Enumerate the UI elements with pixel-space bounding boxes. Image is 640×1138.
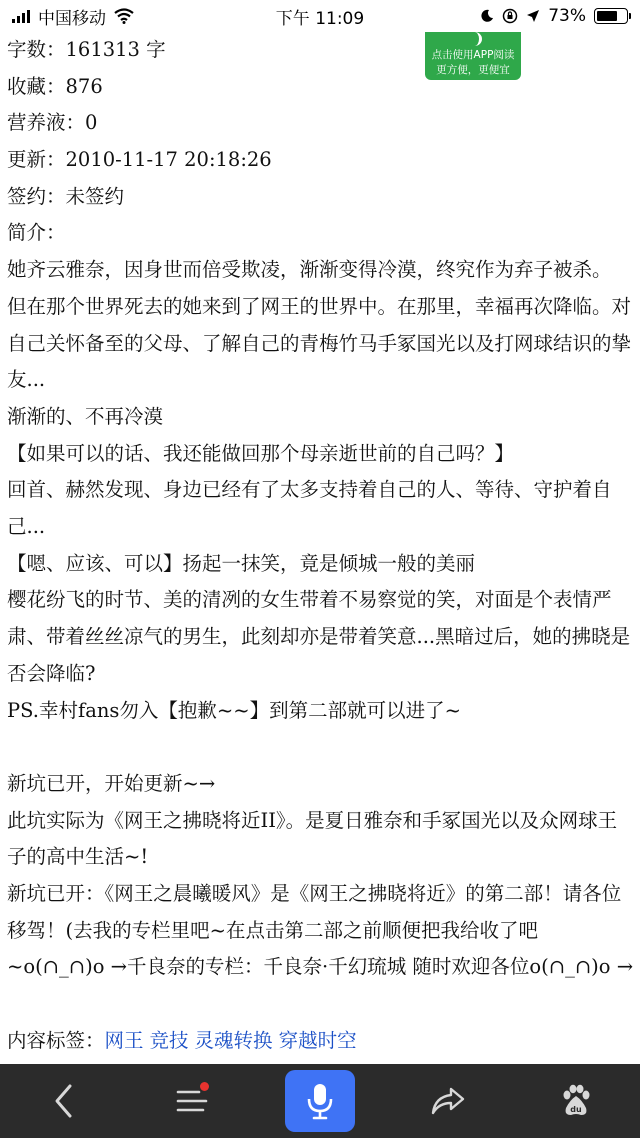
menu-icon <box>175 1087 209 1115</box>
word-count: 字数：161313 字 <box>7 38 166 61</box>
favorites-count: 收藏：876 <box>7 74 103 98</box>
tag-link[interactable]: 穿越时空 <box>278 1028 357 1052</box>
share-button[interactable] <box>413 1070 483 1132</box>
intro-paragraph: 渐渐的、不再冷漠 <box>7 404 164 428</box>
intro-paragraph: 新坑已开：《网王之晨曦暖风》是《网王之拂晓将近》的第二部！请各位移驾！(去我的专栏里吧~在点击第二部之前顺便把我给收了吧 <box>7 882 622 942</box>
baidu-button[interactable] <box>541 1070 611 1132</box>
svg-text:du: du <box>570 1105 582 1114</box>
contract-status: 签约：未签约 <box>7 184 125 208</box>
wifi-icon <box>114 8 134 24</box>
spacer <box>7 986 633 1023</box>
signal-icon <box>12 9 30 23</box>
intro-paragraph: PS.幸村fans勿入【抱歉~~】到第二部就可以进了~ <box>7 698 461 722</box>
notification-dot <box>200 1082 209 1091</box>
carrier-label: 中国移动 <box>38 8 106 29</box>
intro-paragraph: 但在那个世界死去的她来到了网王的世界中。在那里，幸福再次降临。对自己关怀备至的父母、了解自己的青梅竹马手冢国光以及打网球结识的挚友... <box>7 294 632 392</box>
intro-paragraph: 此坑实际为《网王之拂晓将近II》。是夏日雅奈和手冢国光以及众网球王子的高中生活~! <box>7 808 618 869</box>
microphone-icon <box>306 1082 334 1120</box>
intro-paragraph: 新坑已开，开始更新~→ <box>7 771 216 795</box>
tags-label: 内容标签： <box>7 1028 105 1052</box>
moon-icon <box>480 9 494 23</box>
app-logo-icon <box>467 32 482 46</box>
intro-paragraph: 樱花纷飞的时节、美的清冽的女生带着不易察觉的笑，对面是个表情严肃、带着丝丝凉气的男生，此刻却亦是带着笑意...黑暗过后，她的拂晓是否会降临? <box>7 588 631 685</box>
status-bar <box>0 0 640 32</box>
battery-percent: 73% <box>548 6 586 26</box>
intro-paragraph: ~o(∩_∩)o →千良奈的专栏：千良奈·千幻琉城 随时欢迎各位o(∩_∩)o → <box>7 955 634 979</box>
back-button[interactable] <box>29 1070 99 1132</box>
baidu-icon <box>559 1084 593 1118</box>
tag-link[interactable]: 竞技 <box>149 1028 189 1052</box>
voice-search-button[interactable] <box>285 1070 355 1132</box>
update-time: 更新：2010-11-17 20:18:26 <box>7 148 272 172</box>
open-app-banner[interactable] <box>425 30 521 80</box>
battery-icon <box>594 8 628 24</box>
intro-label: 简介： <box>7 221 66 245</box>
spacer <box>7 729 633 766</box>
back-icon <box>52 1083 76 1119</box>
location-icon <box>526 9 540 23</box>
menu-button[interactable] <box>157 1070 227 1132</box>
status-time: 下午 11:09 <box>275 8 365 29</box>
intro-paragraph: 她齐云雅奈，因身世而倍受欺凌，渐渐变得冷漠，终究作为弃子被杀。 <box>7 258 612 282</box>
intro-paragraph: 【如果可以的话、我还能做回那个母亲逝世前的自己吗？】 <box>7 441 515 465</box>
app-banner-line1: 点击使用APP阅读 <box>431 49 515 61</box>
orientation-lock-icon <box>502 8 518 24</box>
intro-paragraph: 【嗯、应该、可以】扬起一抹笑，竟是倾城一般的美丽 <box>7 551 476 575</box>
share-icon <box>430 1086 466 1116</box>
app-banner-line2: 更方便，更便宜 <box>436 64 510 76</box>
nutrient-count: 营养液：0 <box>7 111 98 135</box>
content-tags <box>7 1023 633 1060</box>
status-right <box>480 6 628 26</box>
tag-link[interactable]: 网王 <box>104 1028 144 1052</box>
novel-info <box>7 32 633 1060</box>
bottom-toolbar <box>0 1064 640 1138</box>
tag-link[interactable]: 灵魂转换 <box>194 1028 273 1052</box>
status-left <box>12 4 134 29</box>
battery-fill <box>597 11 617 21</box>
intro-paragraph: 回首、赫然发现、身边已经有了太多支持着自己的人、等待、守护着自己... <box>7 478 612 539</box>
